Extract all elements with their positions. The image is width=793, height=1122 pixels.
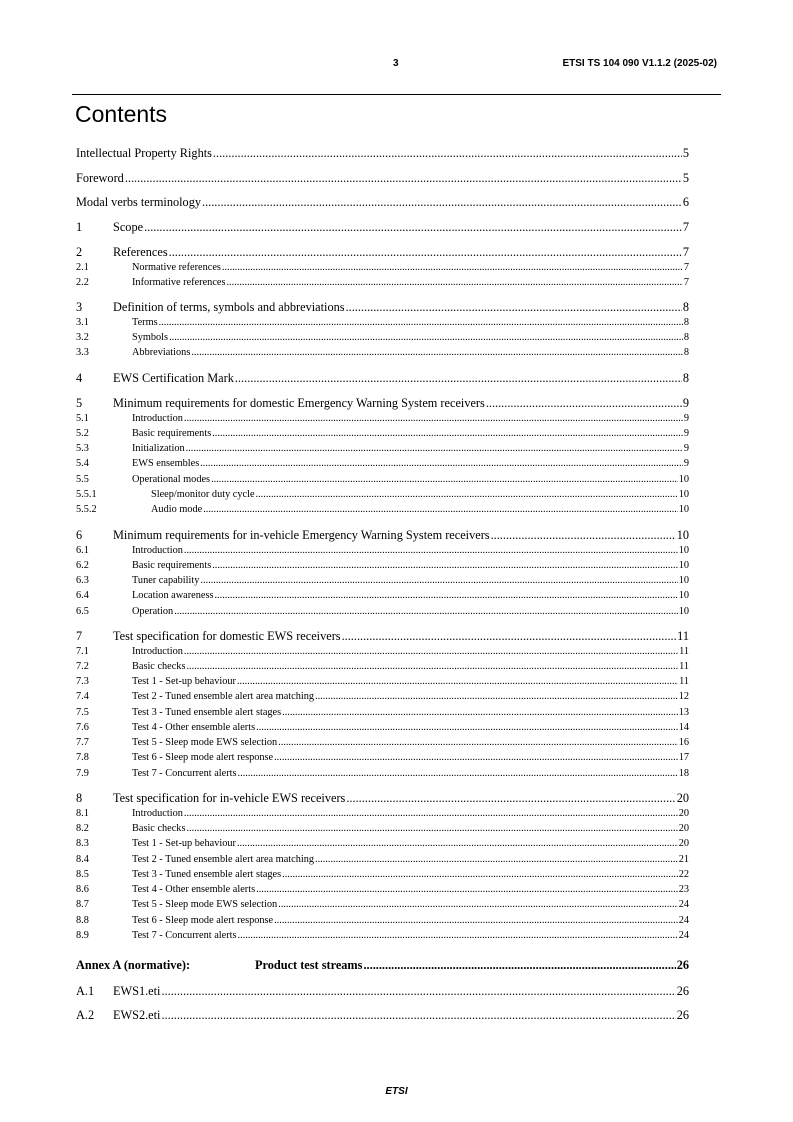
toc-dot-leader <box>238 929 678 942</box>
toc-entry[interactable] <box>76 868 689 881</box>
toc-entry-page: 8 <box>682 371 689 385</box>
toc-entry[interactable] <box>76 261 689 274</box>
toc-dot-leader <box>235 371 682 386</box>
toc-entry-number: 7.6 <box>76 722 89 733</box>
toc-entry[interactable] <box>76 544 689 557</box>
toc-dot-leader <box>202 195 682 210</box>
toc-entry-number: 8.8 <box>76 915 89 926</box>
toc-entry-page: 8 <box>683 332 689 343</box>
toc-entry-page: 10 <box>678 474 689 485</box>
toc-dot-leader <box>214 589 677 602</box>
toc-entry-number: 7.8 <box>76 752 89 763</box>
toc-entry-title: Basic checks <box>132 661 186 672</box>
toc-entry-page: 5 <box>682 171 689 185</box>
toc-entry-title: Location awareness <box>132 590 214 601</box>
toc-entry[interactable] <box>76 791 689 806</box>
toc-entry-page: 9 <box>682 396 689 410</box>
toc-entry[interactable] <box>76 488 689 501</box>
toc-dot-leader <box>169 245 682 260</box>
toc-entry-title: EWS2.eti <box>113 1008 161 1022</box>
toc-dot-leader <box>237 837 678 850</box>
toc-entry-page: 10 <box>676 528 689 542</box>
toc-entry[interactable] <box>76 1008 689 1023</box>
page-title: Contents <box>75 101 168 127</box>
toc-entry-title: Tuner capability <box>132 575 200 586</box>
toc-entry-page: 10 <box>678 504 689 515</box>
toc-entry-page: 8 <box>683 317 689 328</box>
toc-entry-title: Scope <box>113 220 144 234</box>
toc-entry[interactable] <box>76 559 689 572</box>
toc-entry[interactable] <box>76 721 689 734</box>
toc-entry-number: 7.2 <box>76 661 89 672</box>
toc-entry-page: 9 <box>683 428 689 439</box>
toc-entry-number: 8.1 <box>76 808 89 819</box>
toc-entry-title: Basic requirements <box>132 428 212 439</box>
toc-entry[interactable] <box>76 914 689 927</box>
toc-entry-number: 8 <box>76 791 83 805</box>
toc-dot-leader <box>212 559 678 572</box>
toc-entry-page: 13 <box>678 707 689 718</box>
toc-entry-page: 23 <box>678 884 689 895</box>
toc-dot-leader <box>237 675 678 688</box>
toc-entry-title: Test 3 - Tuned ensemble alert stages <box>132 869 282 880</box>
toc-entry[interactable] <box>76 276 689 289</box>
toc-entry[interactable] <box>76 300 689 315</box>
toc-entry[interactable] <box>76 675 689 688</box>
toc-entry-title: Introduction <box>132 413 183 424</box>
toc-entry[interactable] <box>76 629 689 644</box>
toc-entry-number: 7.7 <box>76 737 89 748</box>
toc-entry-number: 6 <box>76 528 83 542</box>
toc-entry-title: Normative references <box>132 262 221 273</box>
header-page-number: 3 <box>393 58 399 69</box>
toc-entry-number: 5 <box>76 396 83 410</box>
toc-entry[interactable] <box>76 503 689 516</box>
toc-dot-leader <box>213 146 682 161</box>
toc-dot-leader <box>346 300 682 315</box>
toc-dot-leader <box>282 868 678 881</box>
toc-entry-title: Basic requirements <box>132 560 212 571</box>
toc-entry-page: 8 <box>683 347 689 358</box>
toc-dot-leader <box>161 1008 675 1023</box>
toc-dot-leader <box>144 220 682 235</box>
toc-entry-number: A.1 <box>76 984 95 998</box>
toc-entry-page: 26 <box>676 958 689 972</box>
toc-entry[interactable] <box>76 853 689 866</box>
toc-entry-number: 3 <box>76 300 83 314</box>
toc-entry-number: 8.7 <box>76 899 89 910</box>
toc-entry-title: Modal verbs terminology <box>76 195 201 209</box>
toc-entry-title: Operational modes <box>132 474 211 485</box>
toc-entry-title: Abbreviations <box>132 347 191 358</box>
toc-entry-title: Test specification for domestic EWS receivers <box>113 629 341 643</box>
toc-entry-number: 6.4 <box>76 590 89 601</box>
toc-entry-number: 8.5 <box>76 869 89 880</box>
toc-entry[interactable] <box>76 837 689 850</box>
toc-entry-title: Test 1 - Set-up behaviour <box>132 838 236 849</box>
toc-entry[interactable] <box>76 146 689 161</box>
toc-dot-leader <box>161 984 675 999</box>
toc-dot-leader <box>238 767 678 780</box>
toc-entry-page: 24 <box>678 899 689 910</box>
toc-entry-page: 22 <box>678 869 689 880</box>
toc-dot-leader <box>174 605 678 618</box>
toc-entry[interactable] <box>76 171 689 186</box>
toc-entry-title: Sleep/monitor duty cycle <box>151 489 255 500</box>
toc-entry-title: Test 7 - Concurrent alerts <box>132 768 237 779</box>
toc-entry[interactable] <box>76 316 689 329</box>
toc-dot-leader <box>226 276 682 289</box>
toc-entry-page: 6 <box>682 195 689 209</box>
toc-entry[interactable] <box>76 984 689 999</box>
toc-dot-leader <box>184 645 678 658</box>
toc-entry-page: 20 <box>678 823 689 834</box>
toc-entry-title: Test 2 - Tuned ensemble alert area matching <box>132 854 314 865</box>
toc-entry-number: 5.5.2 <box>76 504 97 515</box>
toc-entry-number: 7.4 <box>76 691 89 702</box>
toc-entry-number: 2.1 <box>76 262 89 273</box>
toc-entry-number: 5.5.1 <box>76 489 97 500</box>
toc-entry-page: 9 <box>683 443 689 454</box>
toc-entry-page: 11 <box>679 661 689 672</box>
toc-entry-title: Test 5 - Sleep mode EWS selection <box>132 899 278 910</box>
toc-dot-leader <box>184 544 678 557</box>
toc-entry-number: 5.4 <box>76 458 89 469</box>
toc-entry[interactable] <box>76 195 689 210</box>
toc-dot-leader <box>256 883 678 896</box>
toc-entry-number: 7.5 <box>76 707 89 718</box>
toc-entry-page: 9 <box>683 458 689 469</box>
toc-dot-leader <box>282 706 678 719</box>
toc-entry-page: 20 <box>678 808 689 819</box>
toc-entry[interactable] <box>76 751 689 764</box>
toc-entry-page: 5 <box>682 146 689 160</box>
toc-entry-title: EWS ensembles <box>132 458 200 469</box>
toc-entry[interactable] <box>76 220 689 235</box>
header-document-id: ETSI TS 104 090 V1.1.2 (2025-02) <box>562 58 717 69</box>
toc-entry-title: Minimum requirements for in-vehicle Emergency Warning System receivers <box>113 528 490 542</box>
toc-entry-number: 5.5 <box>76 474 89 485</box>
toc-dot-leader <box>486 396 682 411</box>
toc-entry-page: 7 <box>683 262 689 273</box>
toc-entry-title: Informative references <box>132 277 226 288</box>
toc-entry[interactable] <box>76 898 689 911</box>
toc-entry-title: EWS1.eti <box>113 984 161 998</box>
toc-entry-number: 2 <box>76 245 83 259</box>
toc-entry-title: Test 5 - Sleep mode EWS selection <box>132 737 278 748</box>
toc-entry-page: 17 <box>678 752 689 763</box>
toc-entry-number: 3.1 <box>76 317 89 328</box>
toc-dot-leader <box>191 346 683 359</box>
toc-entry-page: 20 <box>678 838 689 849</box>
toc-entry-title: Test 7 - Concurrent alerts <box>132 930 237 941</box>
toc-dot-leader <box>256 488 678 501</box>
toc-entry-title: Introduction <box>132 808 183 819</box>
toc-dot-leader <box>125 171 682 186</box>
toc-entry-title: Audio mode <box>151 504 203 515</box>
toc-entry-number: 6.3 <box>76 575 89 586</box>
toc-dot-leader <box>315 690 678 703</box>
toc-dot-leader <box>315 853 678 866</box>
toc-entry-number: 5.2 <box>76 428 89 439</box>
toc-entry[interactable] <box>76 412 689 425</box>
toc-entry[interactable] <box>76 929 689 942</box>
toc-entry[interactable] <box>76 958 689 973</box>
toc-entry-page: 7 <box>682 220 689 234</box>
toc-entry-number: 3.2 <box>76 332 89 343</box>
toc-entry-number: 8.4 <box>76 854 89 865</box>
toc-dot-leader <box>222 261 683 274</box>
toc-entry-page: 8 <box>682 300 689 314</box>
toc-entry-page: 10 <box>678 560 689 571</box>
toc-dot-leader <box>200 457 683 470</box>
toc-entry[interactable] <box>76 528 689 543</box>
toc-entry-page: 11 <box>679 646 689 657</box>
toc-entry-title: Test 3 - Tuned ensemble alert stages <box>132 707 282 718</box>
toc-entry-page: 10 <box>678 545 689 556</box>
toc-entry-title: Test specification for in-vehicle EWS receivers <box>113 791 346 805</box>
toc-entry-title: Test 6 - Sleep mode alert response <box>132 752 274 763</box>
toc-entry[interactable] <box>76 331 689 344</box>
toc-entry-page: 10 <box>678 590 689 601</box>
toc-entry-number: 5.3 <box>76 443 89 454</box>
toc-entry[interactable] <box>76 442 689 455</box>
toc-entry-number: 2.2 <box>76 277 89 288</box>
toc-entry-number: 7.1 <box>76 646 89 657</box>
toc-entry[interactable] <box>76 736 689 749</box>
toc-entry-title: Intellectual Property Rights <box>76 146 212 160</box>
toc-entry[interactable] <box>76 660 689 673</box>
toc-entry[interactable] <box>76 767 689 780</box>
toc-entry-page: 16 <box>678 737 689 748</box>
toc-entry-page: 26 <box>676 1008 689 1022</box>
toc-entry[interactable] <box>76 574 689 587</box>
toc-entry-page: 21 <box>678 854 689 865</box>
toc-dot-leader <box>342 629 677 644</box>
toc-entry-number: 8.9 <box>76 930 89 941</box>
toc-dot-leader <box>169 331 683 344</box>
toc-dot-leader <box>278 898 678 911</box>
toc-entry[interactable] <box>76 690 689 703</box>
footer-logo-text: ETSI <box>385 1086 408 1097</box>
toc-entry-page: 14 <box>678 722 689 733</box>
toc-entry-number: 7 <box>76 629 83 643</box>
toc-entry-number: 7.3 <box>76 676 89 687</box>
toc-entry-title: Initialization <box>132 443 185 454</box>
toc-dot-leader <box>256 721 678 734</box>
toc-dot-leader <box>184 412 683 425</box>
toc-entry-number: Annex A (normative): <box>76 958 191 972</box>
toc-entry-title: Test 4 - Other ensemble alerts <box>132 884 256 895</box>
toc-entry[interactable] <box>76 807 689 820</box>
toc-entry-title: Operation <box>132 606 174 617</box>
toc-entry[interactable] <box>76 706 689 719</box>
toc-entry-number: 3.3 <box>76 347 89 358</box>
toc-entry[interactable] <box>76 457 689 470</box>
toc-entry-title: Test 4 - Other ensemble alerts <box>132 722 256 733</box>
toc-entry-title: Product test streams <box>255 958 363 972</box>
toc-entry-title: Definition of terms, symbols and abbreviations <box>113 300 345 314</box>
toc-entry-number: 6.1 <box>76 545 89 556</box>
toc-entry-number: 8.2 <box>76 823 89 834</box>
toc-entry-page: 24 <box>678 930 689 941</box>
toc-dot-leader <box>212 427 683 440</box>
toc-entry-page: 10 <box>678 575 689 586</box>
toc-entry-page: 7 <box>683 277 689 288</box>
toc-entry[interactable] <box>76 427 689 440</box>
toc-entry[interactable] <box>76 822 689 835</box>
toc-dot-leader <box>274 751 678 764</box>
toc-entry-page: 9 <box>683 413 689 424</box>
toc-entry[interactable] <box>76 396 689 411</box>
toc-entry-page: 10 <box>678 606 689 617</box>
toc-entry[interactable] <box>76 589 689 602</box>
toc-entry-title: Test 2 - Tuned ensemble alert area matching <box>132 691 314 702</box>
toc-entry-title: Introduction <box>132 646 183 657</box>
toc-dot-leader <box>184 807 678 820</box>
toc-dot-leader <box>363 958 675 973</box>
toc-entry-number: 6.2 <box>76 560 89 571</box>
toc-dot-leader <box>200 574 677 587</box>
toc-entry-number: 5.1 <box>76 413 89 424</box>
toc-dot-leader <box>278 736 678 749</box>
toc-entry-title: Symbols <box>132 332 169 343</box>
toc-entry-page: 26 <box>676 984 689 998</box>
toc-entry-title: Introduction <box>132 545 183 556</box>
toc-entry-title: Basic checks <box>132 823 186 834</box>
toc-entry-number: 7.9 <box>76 768 89 779</box>
toc-entry-page: 11 <box>679 676 689 687</box>
toc-entry[interactable] <box>76 473 689 486</box>
toc-entry-title: Minimum requirements for domestic Emergency Warning System receivers <box>113 396 485 410</box>
toc-entry-number: 1 <box>76 220 83 234</box>
toc-dot-leader <box>186 660 678 673</box>
toc-dot-leader <box>203 503 678 516</box>
header-rule <box>72 94 721 95</box>
toc-entry[interactable] <box>76 645 689 658</box>
toc-entry-title: Test 1 - Set-up behaviour <box>132 676 236 687</box>
toc-entry-number: 8.6 <box>76 884 89 895</box>
toc-dot-leader <box>274 914 678 927</box>
toc-entry[interactable] <box>76 371 689 386</box>
toc-entry-page: 7 <box>682 245 689 259</box>
toc-entry-page: 10 <box>678 489 689 500</box>
toc-dot-leader <box>211 473 678 486</box>
toc-dot-leader <box>186 442 683 455</box>
toc-entry[interactable] <box>76 605 689 618</box>
toc-entry-number: A.2 <box>76 1008 95 1022</box>
toc-dot-leader <box>491 528 676 543</box>
toc-entry-title: Test 6 - Sleep mode alert response <box>132 915 274 926</box>
toc-entry-title: Terms <box>132 317 158 328</box>
toc-entry-title: Foreword <box>76 171 124 185</box>
toc-entry-number: 6.5 <box>76 606 89 617</box>
toc-entry-page: 18 <box>678 768 689 779</box>
toc-entry-number: 4 <box>76 371 83 385</box>
toc-entry-title: References <box>113 245 168 259</box>
toc-entry[interactable] <box>76 346 689 359</box>
toc-entry-page: 24 <box>678 915 689 926</box>
toc-entry-page: 12 <box>678 691 689 702</box>
toc-entry[interactable] <box>76 883 689 896</box>
toc-entry-page: 20 <box>676 791 689 805</box>
toc-entry[interactable] <box>76 245 689 260</box>
toc-dot-leader <box>186 822 677 835</box>
toc-entry-title: EWS Certification Mark <box>113 371 234 385</box>
toc-entry-page: 11 <box>677 629 689 643</box>
toc-entry-number: 8.3 <box>76 838 89 849</box>
toc-dot-leader <box>159 316 683 329</box>
toc-dot-leader <box>346 791 675 806</box>
